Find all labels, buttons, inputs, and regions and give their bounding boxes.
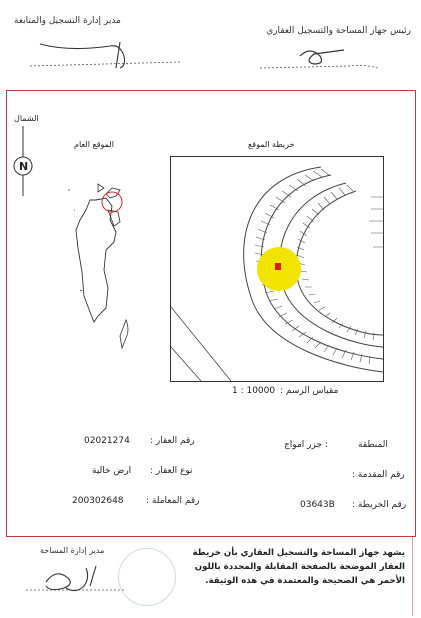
certification-line-2: العقار الموضحة بالصفحة المقابلة والمحددة باللون: [194, 562, 405, 572]
area-value: : جزر امواج: [284, 440, 328, 450]
survey-director-title: مدير إدارة المساحة: [40, 546, 105, 555]
certification-line-3: الأحمر هي الصحيحة والمعتمدة في هذه الوثيقة.: [205, 576, 405, 586]
plot-no-value: 02021274: [84, 436, 130, 446]
general-location-title: الموقع العام: [74, 140, 114, 149]
property-type-value: ارض خالية: [92, 466, 132, 476]
official-stamp: [118, 548, 176, 606]
general-location-map: [50, 170, 140, 370]
surveyor-head-title: رئيس جهاز المساحة والتسجيل العقاري: [266, 26, 411, 36]
signature-top-right: [240, 36, 390, 76]
top-divider: [6, 90, 416, 91]
map-no-label: رقم الخريطة :: [352, 500, 407, 510]
signature-top-left: [20, 34, 190, 74]
left-border: [6, 90, 7, 536]
map-no-value: 03643B: [300, 500, 335, 510]
bottom-right-border: [412, 536, 413, 616]
scale-value: 1 : 10000: [232, 386, 276, 396]
plot-no-label: رقم العقار :: [150, 436, 195, 446]
scale-label: مقياس الرسم :: [280, 386, 339, 396]
application-no-label: رقم المقدمة :: [352, 470, 405, 480]
transaction-no-label: رقم المعاملة :: [146, 496, 200, 506]
right-border: [415, 90, 416, 536]
certification-line-1: يشهد جهاز المساحة والتسجيل العقاري بأن خريطة: [192, 548, 405, 558]
bottom-divider: [6, 536, 416, 537]
site-map-frame: [170, 156, 384, 382]
transaction-no-value: 200302648: [72, 496, 124, 506]
property-type-label: نوع العقار :: [150, 466, 193, 476]
north-label: الشمال: [14, 114, 39, 123]
site-map-title: خريطة الموقع: [248, 140, 295, 149]
area-label: المنطقة: [358, 440, 388, 450]
north-letter: N: [19, 160, 29, 173]
registration-director-title: مدير إدارة التسجيل والمتابعة: [14, 16, 121, 26]
